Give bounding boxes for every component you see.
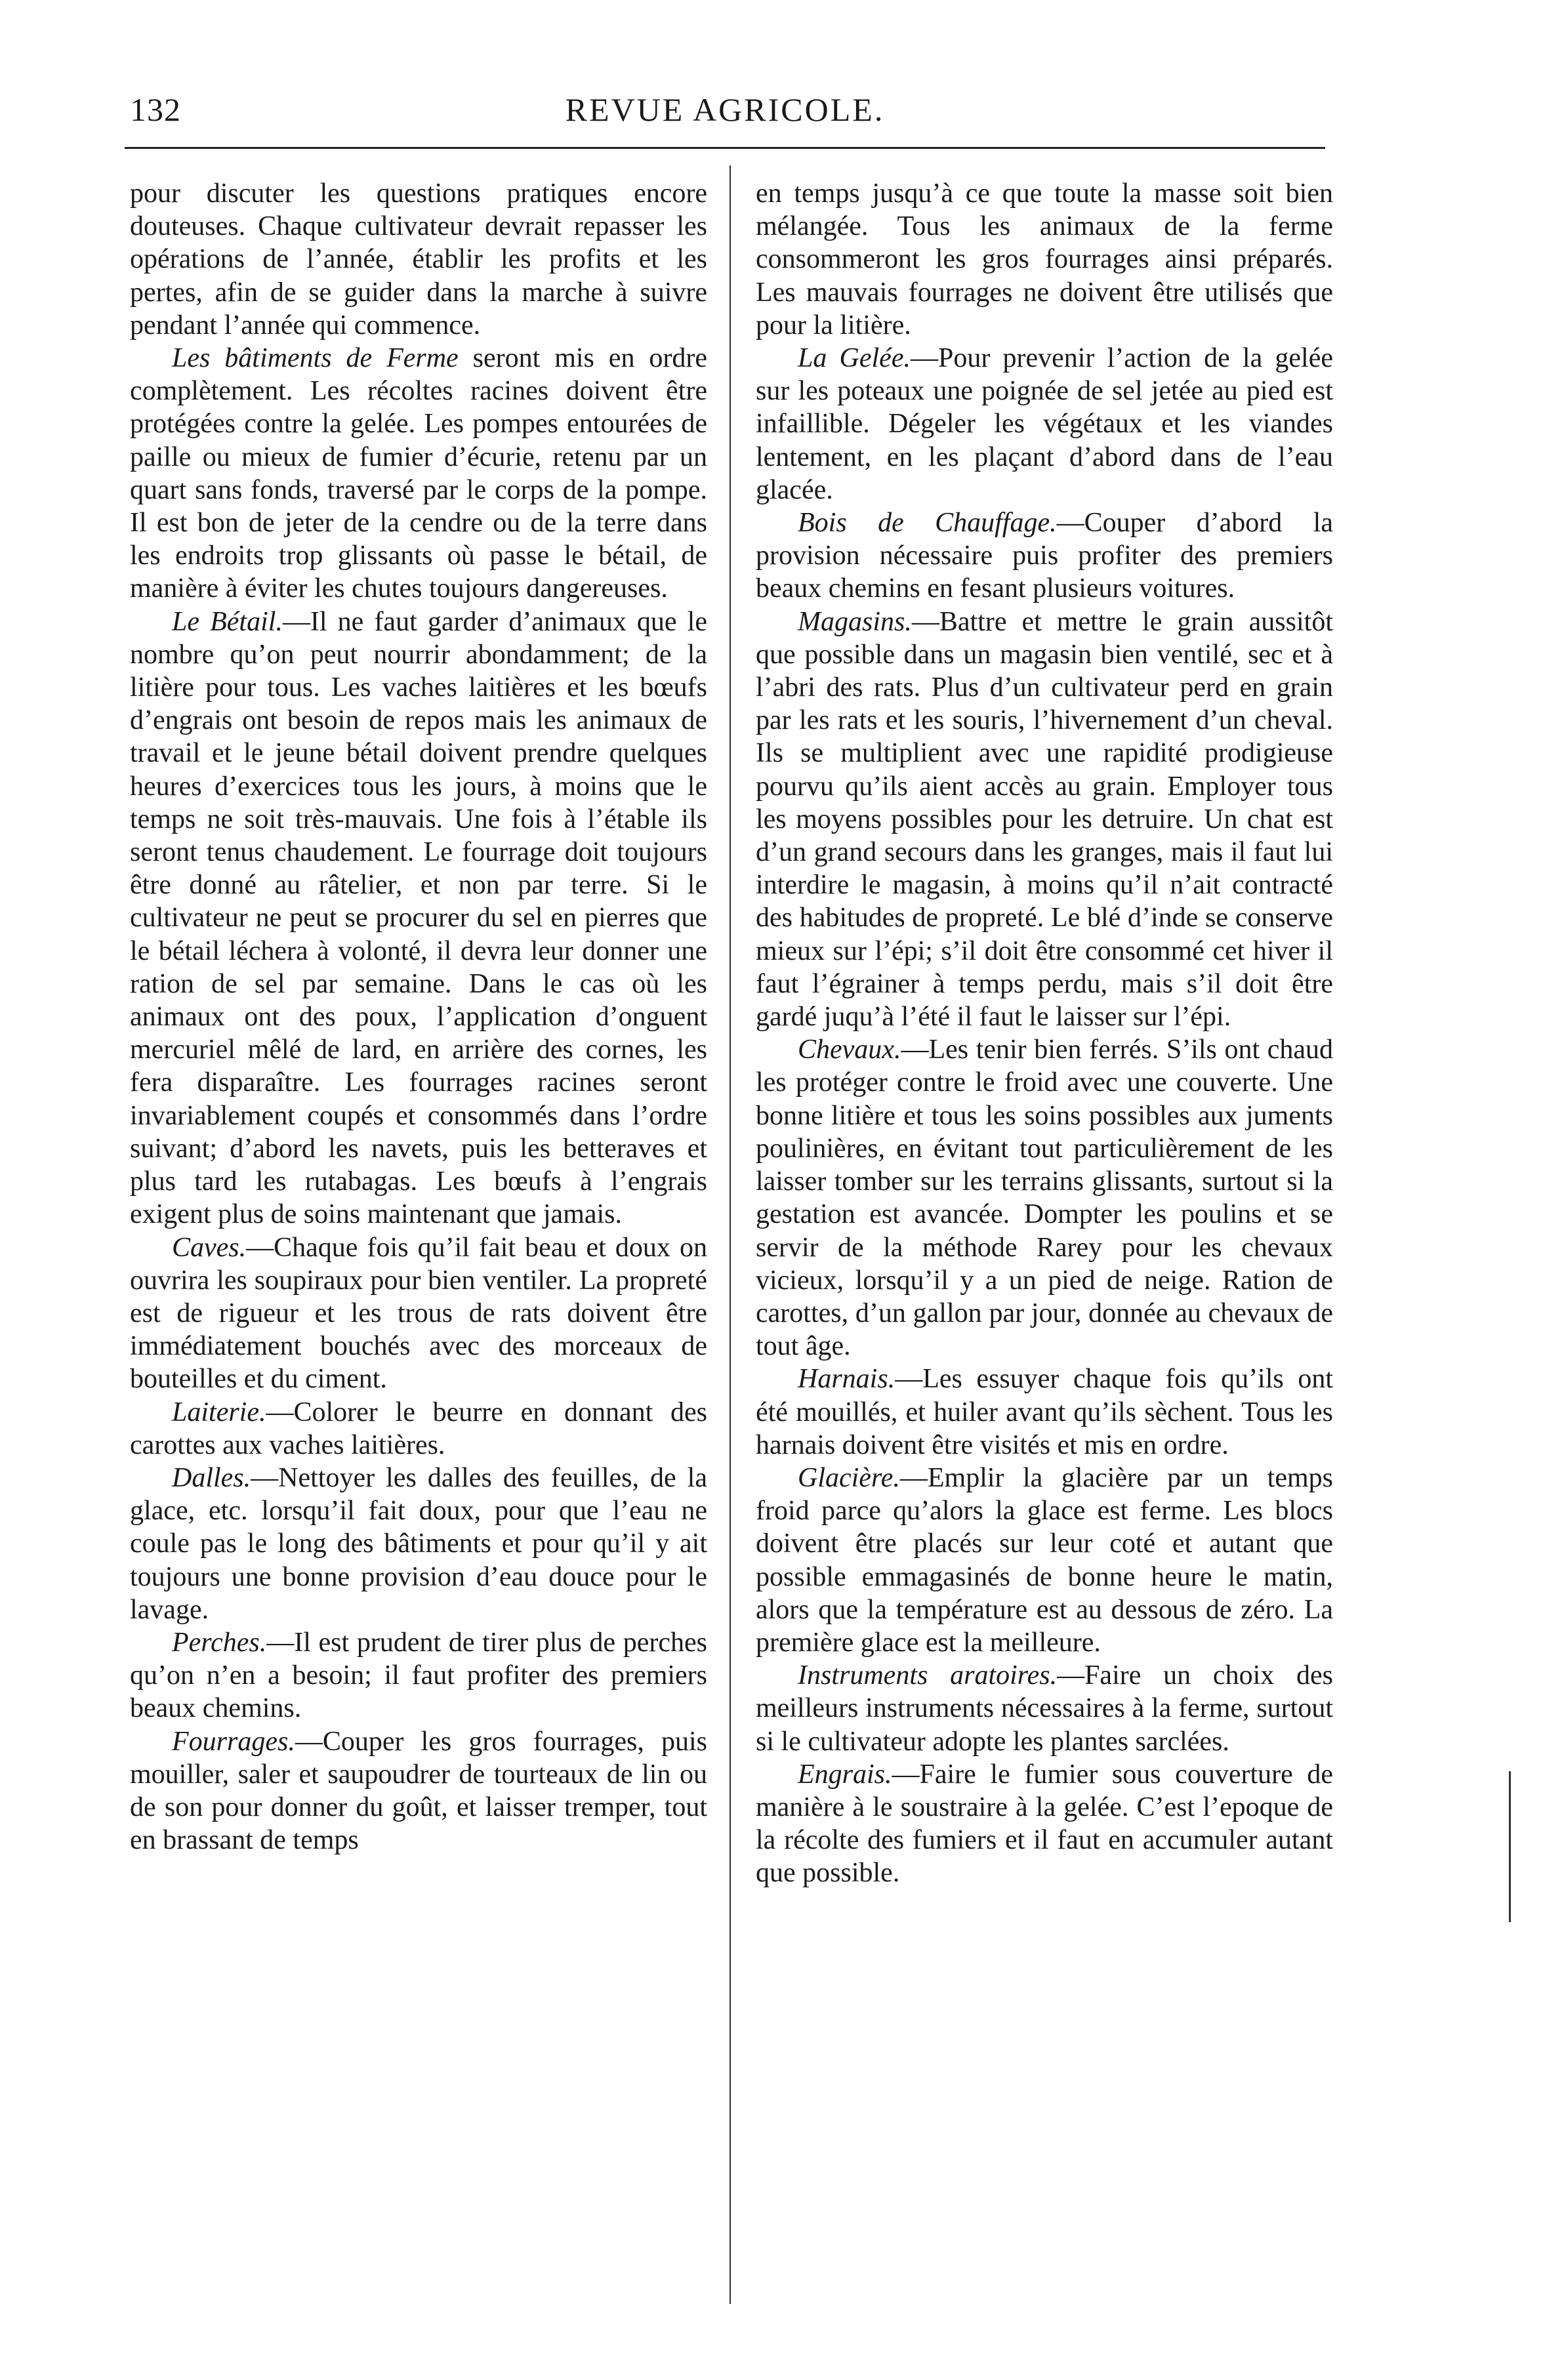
section-title: Le Bétail. [172,606,283,637]
paragraph [756,342,1333,506]
paragraph [756,1033,1333,1363]
paragraph-text: —Les essuyer chaque fois qu’ils ont été mouillés, et huiler avant qu’ils sèchent. Tous les harnais doivent être visités et mis en ordre. [756,1364,1333,1460]
paragraph-text: —Colorer le beurre en donnant des carottes aux vaches laitières. [130,1397,707,1460]
paragraph [756,1363,1333,1462]
paragraph [756,506,1333,605]
section-title: La Gelée. [798,343,911,374]
running-title: REVUE AGRICOLE. [565,91,885,128]
section-title: Glacière. [798,1462,900,1493]
paragraph-text: pour discuter les questions pratiques encore douteuses. Chaque cultivateur devrait repasser les opérations de l’année, établir les profits et les pertes, afin de se guider dans la marche à suivre pendant l’année qui commence. [130,178,707,340]
paragraph [756,1758,1333,1890]
paragraph [130,177,707,342]
paragraph-text: —Faire le fumier sous couverture de manière à le soustraire à la gelée. C’est l’epoque de la récolte des fumiers et il faut en accumuler autant que possible. [756,1759,1333,1889]
paragraph-text: en temps jusqu’à ce que toute la masse soit bien mélangée. Tous les animaux de la ferme consommeront les gros fourrages ainsi préparés. Les mauvais fourrages ne doivent être utilisés que pour la litière. [756,178,1333,340]
paragraph-text: —Il est prudent de tirer plus de perches qu’on n’en a besoin; il faut profiter des premiers beaux chemins. [130,1627,707,1724]
section-title: Harnais. [798,1364,895,1395]
paragraph-text: seront mis en ordre complètement. Les récoltes racines doivent être protégées contre la gelée. Les pompes entourées de paille ou mieux de fumier d’écurie, retenu par un quart sans fonds, traversé par le corps de la pompe. Il est bon de jeter de la cendre ou de la terre dans les endroits trop glissants où passe le bétail, de manière à éviter les chutes toujours dangereuses. [130,343,707,604]
paragraph-text: —Couper d’abord la provision nécessaire puis profiter des premiers beaux chemins en fesant plusieurs voitures. [756,508,1333,604]
paragraph-text: —Battre et mettre le grain aussitôt que possible dans un magasin bien ventilé, sec et à l’abri des rats. Plus d’un cultivateur perd en grain par les rats et les souris, l’hivernement d’un cheval. Ils se multiplient avec une rapidité prodigieuse pourvu qu’ils aient accès au grain. Employer tous les moyens possibles pour les detruire. Un chat est d’un grand secours dans les granges, mais il faut lui interdire le magasin, à moins qu’il n’ait contracté des habitudes de propreté. Le blé d’inde se conserve mieux sur l’épi; s’il doit être consommé cet hiver il faut l’égrainer à temps perdu, mais s’il doit être gardé juqu’à l’été il faut le laisser sur l’épi. [756,606,1333,1033]
paragraph-text: —Emplir la glacière par un temps froid parce qu’alors la glace est ferme. Les blocs doivent être placés sur leur coté et autant que possible emmagasinés de bonne heure le matin, alors que la température est au dessous de zéro. La première glace est la meilleure. [756,1462,1333,1658]
paragraph-text: —Nettoyer les dalles des feuilles, de la glace, etc. lorsqu’il fait doux, pour que l’eau ne coule pas le long des bâtiments et pour qu’il y ait toujours une bonne provision d’eau douce pour le lavage. [130,1462,707,1625]
page-header [125,79,1325,151]
right-column [756,177,1333,1890]
paragraph [756,1659,1333,1758]
paragraph [130,1725,707,1857]
section-title: Laiterie. [172,1397,266,1427]
paragraph-text: —Faire un choix des meilleurs instruments nécessaires à la ferme, surtout si le cultivateur adopte les plantes sarclées. [756,1660,1334,1757]
paragraph [756,1462,1333,1659]
two-column-body [125,177,1334,2316]
paragraph [130,1396,707,1462]
paragraph [130,342,707,605]
paragraph [130,1626,707,1725]
section-title: Chevaux. [798,1035,901,1065]
margin-mark [1509,1771,1511,1922]
header-rule [125,147,1325,149]
section-title: Perches. [172,1627,267,1658]
section-title: Engrais. [798,1759,892,1790]
section-title: Caves. [172,1232,247,1263]
paragraph [756,177,1333,342]
left-column [130,177,707,1857]
section-title: Dalles. [172,1462,251,1493]
section-title: Bois de Chauffage. [798,508,1057,539]
paragraph-text: —Pour prevenir l’action de la gelée sur les poteaux une poignée de sel jetée au pied est infaillible. Dégeler les végétaux et les viandes lentement, en les plaçant d’abord dans de l’eau glacée. [756,343,1333,505]
page-number: 132 [130,91,181,128]
journal-page [125,79,1334,2322]
paragraph-text: —Les tenir bien ferrés. S’ils ont chaud les protéger contre le froid avec une couverte. Une bonne litière et tous les soins possibles aux juments poulinières, en évitant tout particulièrement de les laisser tomber sur les terrains glissants, surtout si la gestation est avancée. Dompter les poulins et se servir de la méthode Rarey pour les chevaux vicieux, lorsqu’il y a un pied de neige. Ration de carottes, d’un gallon par jour, donnée au chevaux de tout âge. [756,1035,1333,1362]
column-divider [730,165,731,2304]
paragraph [130,1231,707,1396]
paragraph-text: —Il ne faut garder d’animaux que le nombre qu’on peut nourrir abondamment; de la litière pour tous. Les vaches laitières et les bœufs d’engrais ont besoin de repos mais les animaux de travail et le jeune bétail doivent prendre quelques heures d’exercices tous les jours, à moins que le temps ne soit très-mauvais. Une fois à l’étable ils seront tenus chaudement. Le fourrage doit toujours être donné au râtelier, et non par terre. Si le cultivateur ne peut se procurer du sel en pierres que le bétail léchera à volonté, il devra leur donner une ration de sel par semaine. Dans le cas où les animaux ont des poux, l’application d’onguent mercuriel mêlé de lard, en arrière des cornes, les fera disparaître. Les fourrages racines seront invariablement coupés et consommés dans l’ordre suivant; d’abord les navets, puis les betteraves et plus tard les rutabagas. Les bœufs à l’engrais exigent plus de soins maintenant que jamais. [130,606,707,1230]
paragraph-text: —Couper les gros fourrages, puis mouiller, saler et saupoudrer de tourteaux de lin ou de son pour donner du goût, et laisser tremper, tout en brassant de temps [130,1726,707,1856]
paragraph [130,605,707,1231]
paragraph-text: —Chaque fois qu’il fait beau et doux on ouvrira les soupiraux pour bien ventiler. La propreté est de rigueur et les trous de rats doivent être immédiatement bouchés avec des morceaux de bouteilles et du ciment. [130,1232,707,1395]
paragraph [756,605,1333,1034]
paragraph [130,1462,707,1626]
section-title: Magasins. [798,606,912,637]
section-title: Fourrages. [172,1726,295,1757]
section-title: Les bâtiments de Ferme [172,343,459,374]
section-title: Instruments aratoires. [798,1660,1058,1691]
